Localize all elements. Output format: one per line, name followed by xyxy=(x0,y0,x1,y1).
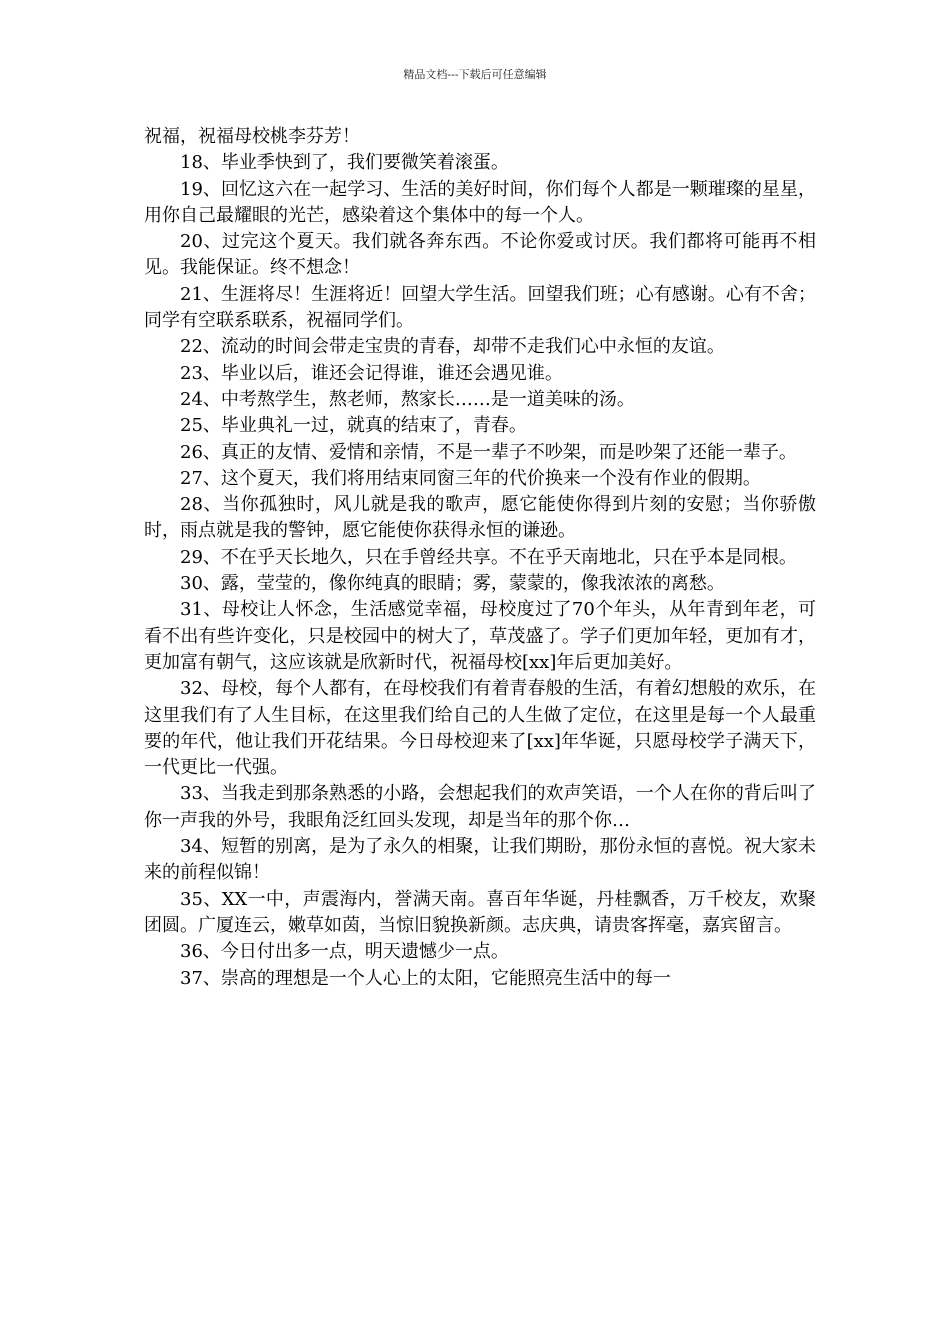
paragraph: 20、过完这个夏天。我们就各奔东西。不论你爱或讨厌。我们都将可能再不相见。我能保证。终不想念！ xyxy=(144,231,816,279)
document-body xyxy=(144,124,816,992)
paragraph: 34、短暂的别离，是为了永久的相聚，让我们期盼，那份永恒的喜悦。祝大家未来的前程似锦！ xyxy=(144,836,816,884)
paragraph: 18、毕业季快到了，我们要微笑着滚蛋。 xyxy=(180,152,509,174)
paragraph: 29、不在乎天长地久，只在手曾经共享。不在乎天南地北，只在乎本是同根。 xyxy=(180,546,797,568)
paragraph: 祝福，祝福母校桃李芬芳！ xyxy=(144,126,360,147)
paragraph: 24、中考熬学生，熬老师，熬家长……是一道美味的汤。 xyxy=(180,388,635,410)
paragraph: 19、回忆这六在一起学习、生活的美好时间，你们每个人都是一颗璀璨的星星，用你自己最耀眼的光芒，感染着这个集体中的每一个人。 xyxy=(144,178,816,226)
paragraph: 25、毕业典礼一过，就真的结束了，青春。 xyxy=(180,415,527,437)
paragraph: 31、母校让人怀念，生活感觉幸福，母校度过了70个年头，从年青到年老，可看不出有些许变化，只是校园中的树大了，草茂盛了。学子们更加年轻，更加有才，更加富有朝气，这应该就是欣新时代，祝福母校[xx]年后更加美好。 xyxy=(144,599,816,673)
paragraph: 30、露，莹莹的，像你纯真的眼睛；雾，蒙蒙的，像我浓浓的离愁。 xyxy=(180,573,725,595)
paragraph: 37、崇高的理想是一个人心上的太阳，它能照亮生活中的每一 xyxy=(180,967,671,989)
paragraph: 32、母校，每个人都有，在母校我们有着青春般的生活，有着幻想般的欢乐，在这里我们有了人生目标，在这里我们给自己的人生做了定位，在这里是每一个人最重要的年代，他让我们开花结果。今日母校迎来了[xx]年华诞，只愿母校学子满天下，一代更比一代强。 xyxy=(144,678,816,779)
paragraph: 35、XX一中，声震海内，誉满天南。喜百年华诞，丹桂飘香，万千校友，欢聚团圆。广厦连云，嫩草如茵，当惊旧貌换新颜。志庆典，请贵客挥毫，嘉宾留言。 xyxy=(144,888,816,936)
paragraph: 22、流动的时间会带走宝贵的青春，却带不走我们心中永恒的友谊。 xyxy=(180,336,725,358)
paragraph: 21、生涯将尽！生涯将近！回望大学生活。回望我们班；心有感谢。心有不舍；同学有空联系联系，祝福同学们。 xyxy=(144,283,816,332)
page-header: 精品文档---下载后可任意编辑 xyxy=(403,68,547,81)
paragraph: 26、真正的友情、爱情和亲情，不是一辈子不吵架，而是吵架了还能一辈子。 xyxy=(180,441,797,463)
paragraph: 36、今日付出多一点，明天遗憾少一点。 xyxy=(180,941,509,963)
paragraph: 27、这个夏天，我们将用结束同窗三年的代价换来一个没有作业的假期。 xyxy=(180,467,761,489)
paragraph: 33、当我走到那条熟悉的小路，会想起我们的欢声笑语，一个人在你的背后叫了你一声我的外号，我眼角泛红回头发现，却是当年的那个你… xyxy=(144,783,816,831)
paragraph: 23、毕业以后，谁还会记得谁，谁还会遇见谁。 xyxy=(180,362,563,384)
paragraph: 28、当你孤独时，风儿就是我的歌声，愿它能使你得到片刻的安慰；当你骄傲时，雨点就是我的警钟，愿它能使你获得永恒的谦逊。 xyxy=(144,494,816,542)
